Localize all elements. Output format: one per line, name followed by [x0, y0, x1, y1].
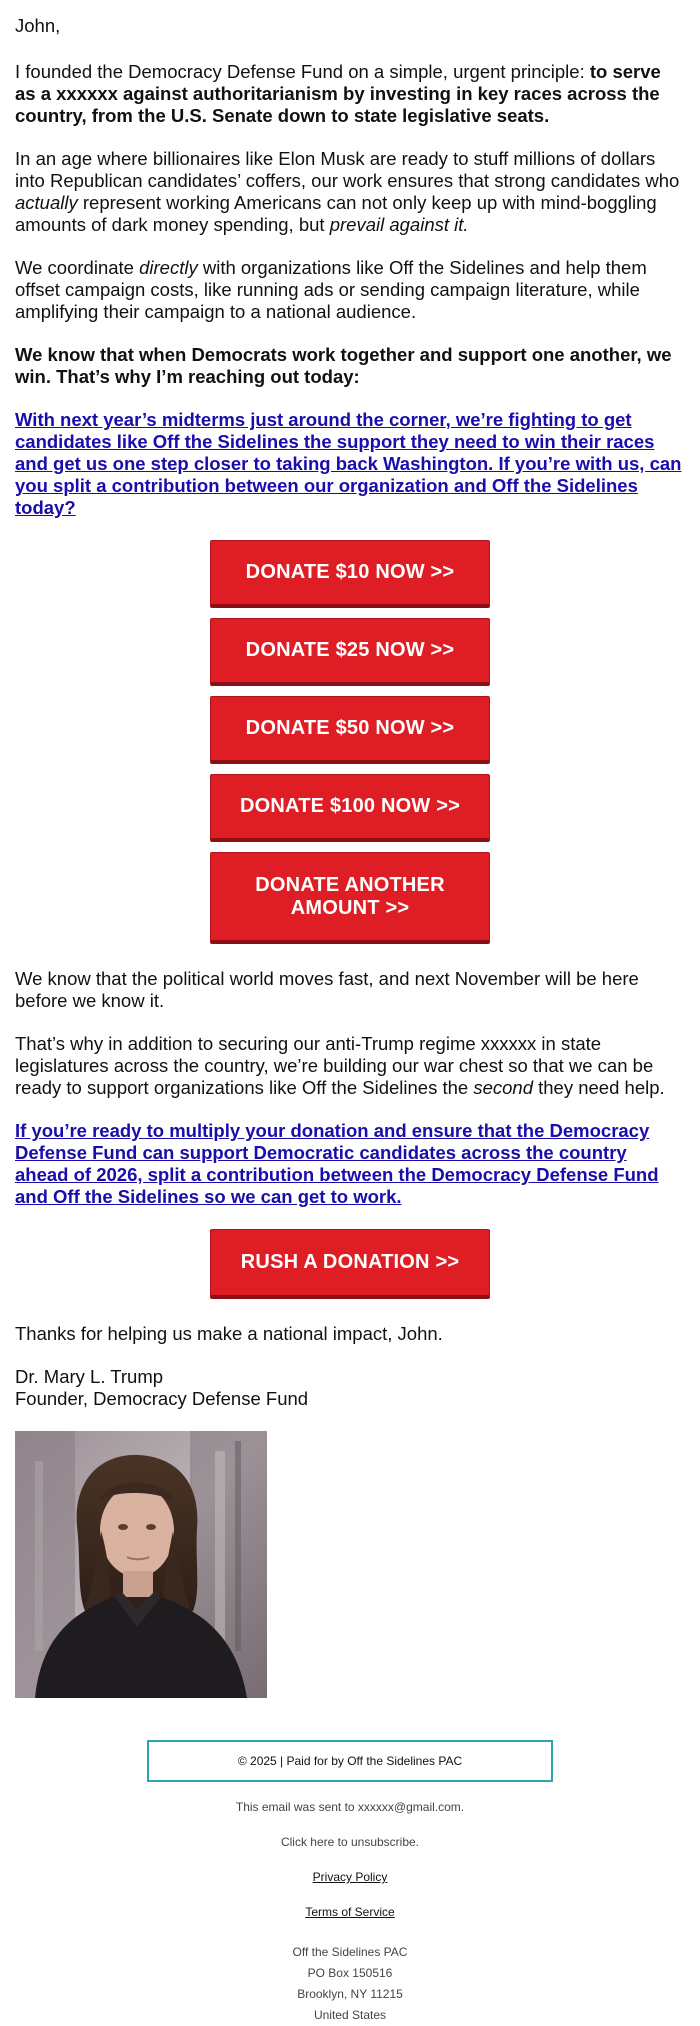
paragraph-billionaires — [15, 148, 685, 236]
donate-10-button[interactable]: DONATE $10 NOW >> — [210, 540, 490, 608]
war-chest-text-1: That’s why in addition to securing our anti-Trump regime xxxxxx in state legislatures across the country, we’re building our war chest so that we can be ready to support organizations like Off the Sidelines the — [15, 1033, 654, 1098]
paragraph-thanks: Thanks for helping us make a national impact, John. — [15, 1323, 443, 1344]
email-footer — [0, 1740, 700, 2026]
coordinate-text-1: We coordinate — [15, 257, 140, 278]
reaching-out-bold: We know that when Democrats work together and support one another, we win. That’s why I’m reaching out today: — [15, 344, 672, 387]
billionaires-text-2: represent working Americans can not only keep up with mind-boggling amounts of dark money spending, but — [15, 192, 657, 235]
donate-button-group — [15, 540, 685, 944]
rush-button-group — [15, 1229, 685, 1299]
address-country: United States — [313, 2008, 387, 2022]
paragraph-coordinate — [15, 257, 685, 323]
paragraph-founding-bold: to serve as a xxxxxx against authoritarianism by investing in key races across the country, from the U.S. Senate down to state legislative seats. — [15, 61, 661, 126]
founder-portrait-photo — [15, 1431, 267, 1698]
paragraph-founding-text: I founded the Democracy Defense Fund on a simple, urgent principle: — [15, 61, 590, 82]
paid-for-box: © 2025 | Paid for by Off the Sidelines PAC — [147, 1740, 553, 1782]
donate-other-amount-button[interactable]: DONATE ANOTHER AMOUNT >> — [210, 852, 490, 944]
address-po-box: PO Box 150516 — [307, 1966, 393, 1980]
address-org: Off the Sidelines PAC — [292, 1945, 408, 1959]
paragraph-founding — [15, 61, 685, 127]
donate-100-button[interactable]: DONATE $100 NOW >> — [210, 774, 490, 842]
coordinate-text-2: with organizations like Off the Sidelines and help them offset campaign costs, like running ads or sending campaign literature, while amplifying their campaign to a national audience. — [15, 257, 647, 322]
signature-block — [15, 1366, 685, 1410]
cta-link-multiply[interactable]: If you’re ready to multiply your donation and ensure that the Democracy Defense Fund can support Democratic candidates across the country ahead of 2026, split a contribution between the Democracy Defense Fund and Off the Sidelines so we can get to work. — [15, 1120, 659, 1207]
paragraph-cta-2 — [15, 1120, 685, 1208]
mailing-address — [0, 1942, 700, 2026]
signature-title: Founder, Democracy Defense Fund — [15, 1388, 309, 1409]
privacy-policy-link[interactable]: Privacy Policy — [312, 1870, 388, 1884]
paragraph-cta-1 — [15, 409, 685, 519]
cta-link-midterms[interactable]: With next year’s midterms just around the corner, we’re fighting to get candidates like Off the Sidelines the support they need to win their races and get us one step closer to taking back Washington. If you’re with us, can you split a contribution between our organization and Off the Sidelines today? — [15, 409, 682, 518]
war-chest-italic: second — [473, 1077, 533, 1098]
coordinate-italic: directly — [139, 257, 198, 278]
address-city: Brooklyn, NY 11215 — [297, 1987, 403, 2001]
paragraph-political-world: We know that the political world moves fast, and next November will be here before we know it. — [15, 968, 639, 1011]
paragraph-war-chest — [15, 1033, 685, 1099]
billionaires-italic-2: prevail against it. — [329, 214, 469, 235]
paragraph-reaching-out — [15, 344, 685, 388]
billionaires-text-1: In an age where billionaires like Elon Musk are ready to stuff millions of dollars into Republican candidates’ coffers, our work ensures that strong candidates who — [15, 148, 680, 191]
war-chest-text-2: they need help. — [532, 1077, 665, 1098]
unsubscribe-link[interactable]: Click here to unsubscribe. — [280, 1835, 420, 1849]
billionaires-italic-1: actually — [15, 192, 78, 213]
signature-name: Dr. Mary L. Trump — [15, 1366, 164, 1387]
donate-50-button[interactable]: DONATE $50 NOW >> — [210, 696, 490, 764]
rush-donation-button[interactable]: RUSH A DONATION >> — [210, 1229, 490, 1299]
sent-to-notice: This email was sent to xxxxxx@gmail.com. — [235, 1800, 465, 1814]
terms-of-service-link[interactable]: Terms of Service — [305, 1905, 395, 1919]
donate-25-button[interactable]: DONATE $25 NOW >> — [210, 618, 490, 686]
salutation: John, — [15, 15, 61, 36]
